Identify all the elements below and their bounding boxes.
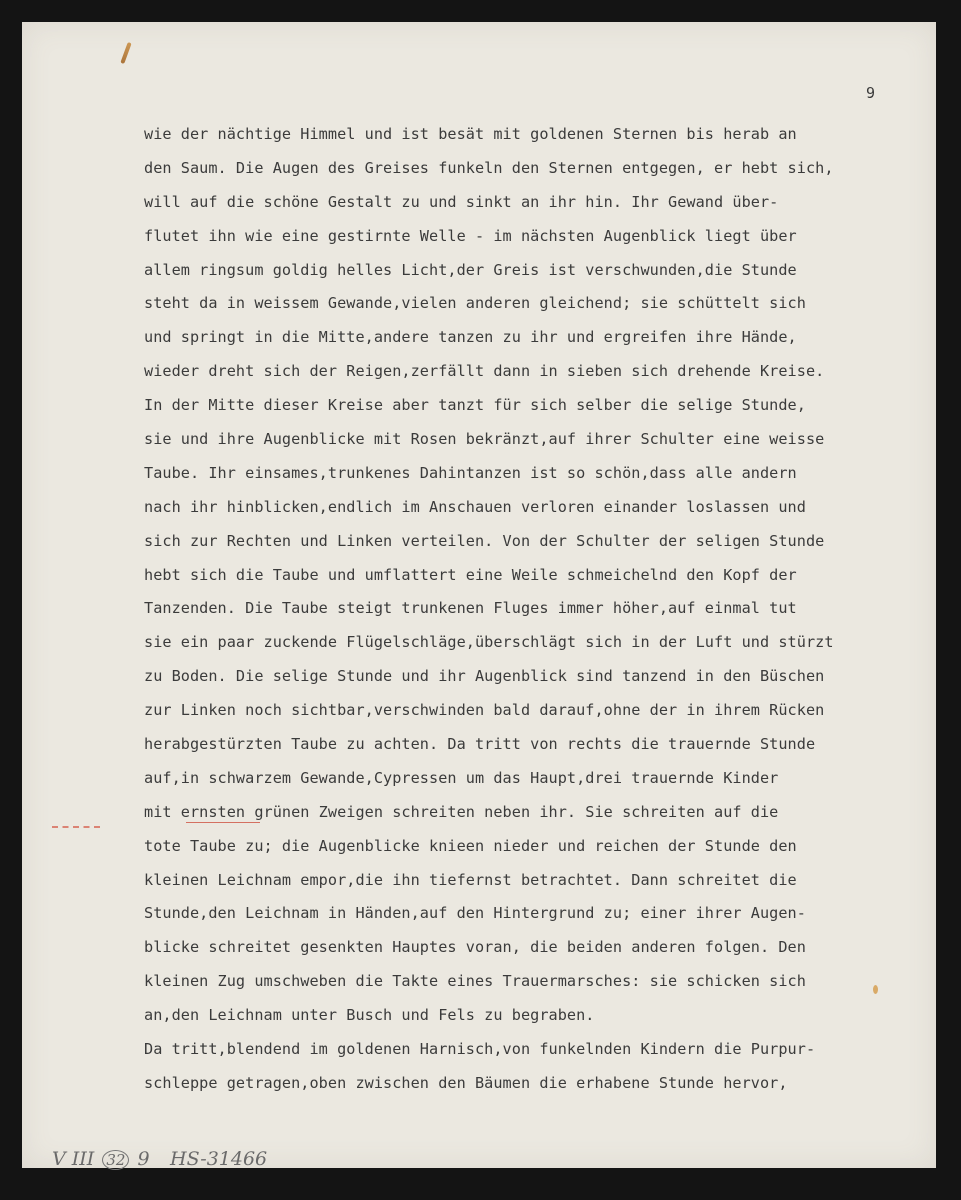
body-text [144,118,914,1101]
text-line: will auf die schöne Gestalt zu und sinkt an ihr hin. Ihr Gewand über- [144,192,779,211]
text-line: zur Linken noch sichtbar,verschwinden bald darauf,ohne der in ihrem Rücken [144,701,825,720]
text-line: zu Boden. Die selige Stunde und ihr Augenblick sind tanzend in den Büschen [144,667,825,686]
page-number: 9 [866,84,876,102]
text-line: mit ernsten grünen Zweigen schreiten neben ihr. Sie schreiten auf die [144,802,779,821]
text-line: kleinen Leichnam empor,die ihn tiefernst betrachtet. Dann schreitet die [144,870,797,889]
archive-signature [52,1148,150,1170]
text-line: sie und ihre Augenblicke mit Rosen bekränzt,auf ihrer Schulter eine weisse [144,430,825,449]
text-line: nach ihr hinblicken,endlich im Anschauen verloren einander loslassen und [144,497,806,516]
text-line: herabgestürzten Taube zu achten. Da tritt von rechts die trauernde Stunde [144,735,816,754]
text-line: allem ringsum goldig helles Licht,der Greis ist verschwunden,die Stunde [144,260,797,279]
text-line: den Saum. Die Augen des Greises funkeln den Sternen entgegen, er hebt sich, [144,158,834,177]
text-line: hebt sich die Taube und umflattert eine Weile schmeichelnd den Kopf der [144,565,797,584]
text-line: Taube. Ihr einsames,trunkenes Dahintanzen ist so schön,dass alle andern [144,463,797,482]
text-line: wie der nächtige Himmel und ist besät mit goldenen Sternen bis herab an [144,125,797,143]
text-line: flutet ihn wie eine gestirnte Welle - im nächsten Augenblick liegt über [144,226,797,245]
text-line: an,den Leichnam unter Busch und Fels zu begraben. [144,1006,595,1025]
archive-signature-prefix: V III [52,1148,95,1170]
text-line: steht da in weissem Gewande,vielen anderen gleichend; sie schüttelt sich [144,294,806,313]
text-line: wieder dreht sich der Reigen,zerfällt dann in sieben sich drehende Kreise. [144,362,825,381]
text-line: blicke schreitet gesenkten Hauptes voran, die beiden anderen folgen. Den [144,938,806,957]
archive-id: HS-31466 [170,1148,268,1170]
text-line: kleinen Zug umschweben die Takte eines Trauermarsches: sie schicken sich [144,972,806,991]
text-line: sie ein paar zuckende Flügelschläge,überschlägt sich in der Luft und stürzt [144,633,834,652]
text-line: tote Taube zu; die Augenblicke knieen nieder und reichen der Stunde den [144,836,797,855]
text-line: Stunde,den Leichnam in Händen,auf den Hintergrund zu; einer ihrer Augen- [144,904,806,923]
archive-signature-suffix: 9 [137,1148,150,1170]
text-line: auf,in schwarzem Gewande,Cypressen um das Haupt,drei trauernde Kinder [144,768,779,787]
text-line: Tanzenden. Die Taube steigt trunkenen Fluges immer höher,auf einmal tut [144,599,797,618]
text-line: schleppe getragen,oben zwischen den Bäumen die erhabene Stunde hervor, [144,1073,788,1092]
red-margin-mark [52,826,100,828]
text-line: In der Mitte dieser Kreise aber tanzt für sich selber die selige Stunde, [144,396,806,415]
text-line: sich zur Rechten und Linken verteilen. Von der Schulter der seligen Stunde [144,531,825,550]
text-line: und springt in die Mitte,andere tanzen zu ihr und ergreifen ihre Hände, [144,328,797,347]
archive-signature-circle: 32 [102,1150,129,1170]
text-line: Da tritt,blendend im goldenen Harnisch,von funkelnden Kindern die Purpur- [144,1040,816,1059]
